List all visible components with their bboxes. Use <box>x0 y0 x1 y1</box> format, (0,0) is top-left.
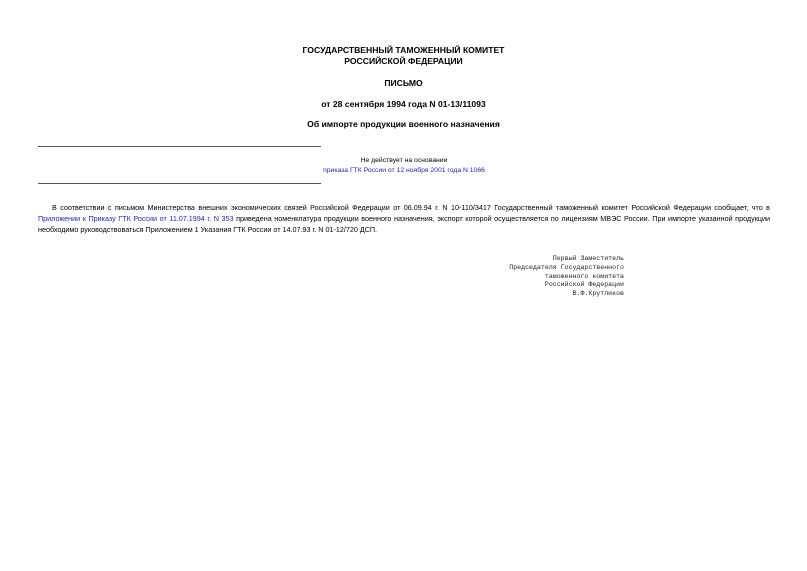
status-link[interactable]: приказа ГТК России от 12 ноября 2001 года N 1066 <box>323 167 485 174</box>
signature-line5: В.Ф.Крутликов <box>572 290 624 298</box>
divider-bottom <box>38 183 321 184</box>
signature-block <box>440 255 624 299</box>
body-text-part1: В соответствии с письмом Министерства внешних экономических связей Российской Федерации от 06.09.94 г. N 10-110/3417 Государственный таможенный комитет Российской Федерации сообщает, что в <box>52 203 770 212</box>
body-link[interactable]: Приложении к Приказу ГТК России от 11.07.1994 г. N 353 <box>38 214 234 223</box>
body-paragraph <box>38 202 770 235</box>
org-name-line2: РОССИЙСКОЙ ФЕДЕРАЦИИ <box>344 56 463 66</box>
signature-line1: Первый Заместитель <box>552 255 624 262</box>
divider-top <box>38 146 321 147</box>
document-subject: Об импорте продукции военного назначения <box>307 119 500 129</box>
signature-line4: Российской Федерации <box>544 281 624 289</box>
body-text-part2: приведена номенклатура продукции военного назначения, экспорт которой осуществляется по лицензиям МВЭС России. При импорте указанной продукции необходимо руководствоваться Приложением 1 Указания ГТК России от 14.07.93 г. N 01-12/720 ДСП. <box>38 214 770 234</box>
signature-line2: Председателя Государственного <box>509 263 624 271</box>
signature-line3: таможенного комитета <box>544 272 624 280</box>
org-name-line1: ГОСУДАРСТВЕННЫЙ ТАМОЖЕННЫЙ КОМИТЕТ <box>302 45 505 55</box>
status-note: Не действует на основании <box>360 157 448 164</box>
document-type: ПИСЬМО <box>384 78 423 88</box>
document-date-number: от 28 сентября 1994 года N 01-13/11093 <box>321 99 486 109</box>
